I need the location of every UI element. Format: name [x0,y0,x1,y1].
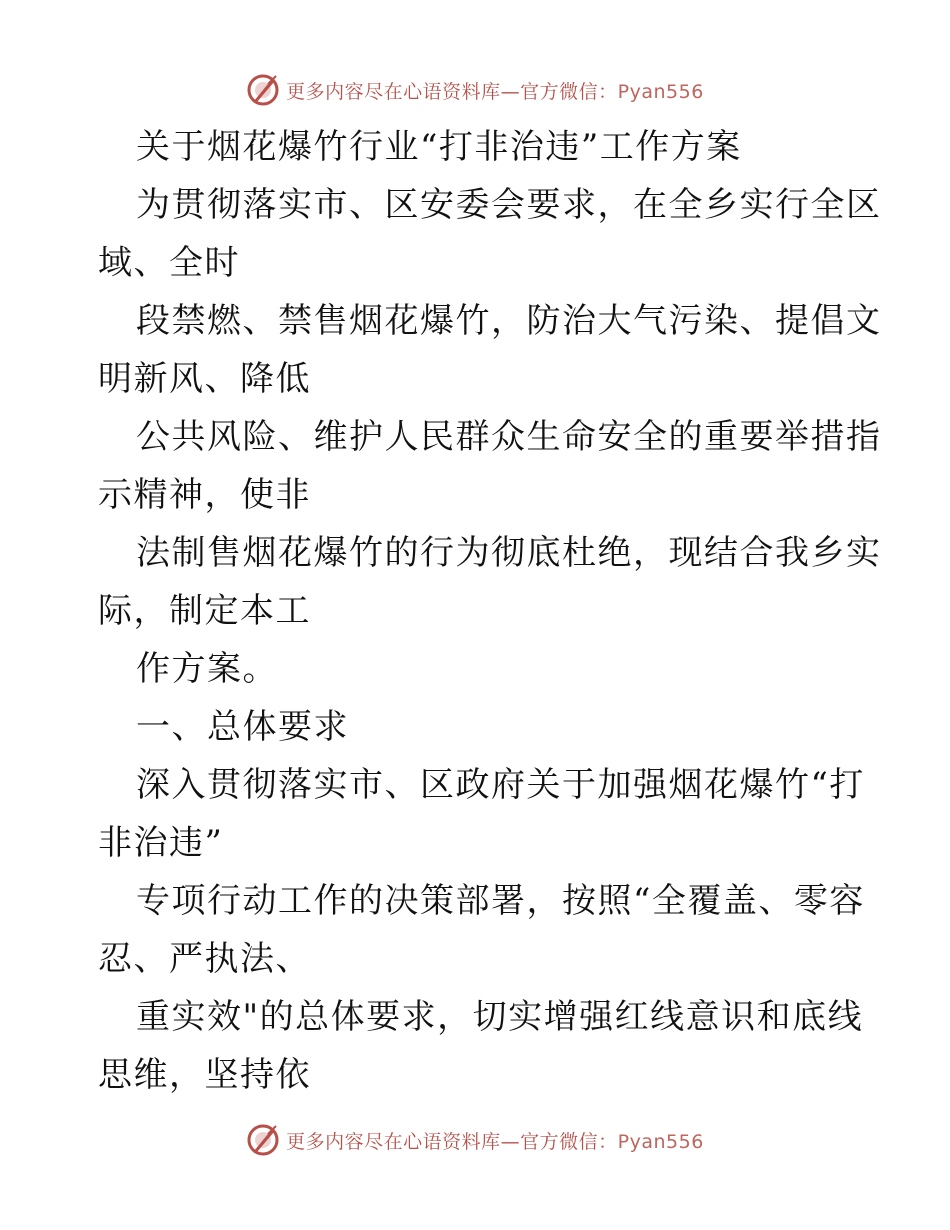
document-title: 关于烟花爆竹行业“打非治违”工作方案 [136,127,742,167]
text-line: 公共风险、维护人民群众生命安全的重要举措指 [136,417,882,457]
quill-pen-logo-icon [246,73,280,107]
text-line: 作方案。 [136,649,278,689]
text-line: 为贯彻落实市、区安委会要求，在全乡实行全区 [136,185,882,225]
text-line: 非治违” [98,823,224,863]
text-line: 段禁燃、禁售烟花爆竹，防治大气污染、提倡文 [136,301,882,341]
text-line: 际，制定本工 [98,591,311,631]
text-line: 忍、严执法、 [98,939,311,979]
quill-pen-logo-icon [246,1123,280,1157]
text-line: 法制售烟花爆竹的行为彻底杜绝，现结合我乡实 [136,533,882,573]
footer-watermark [0,1120,950,1160]
section-heading: 一、总体要求 [136,707,349,747]
text-line: 思维，坚持依 [98,1055,311,1095]
header-watermark [0,70,950,110]
watermark-text: 更多内容尽在心语资料库—官方微信：Pyan556 [286,80,704,103]
text-line: 域、全时 [98,243,240,283]
text-line: 专项行动工作的决策部署，按照“全覆盖、零容 [136,881,865,921]
text-line: 示精神，使非 [98,475,311,515]
watermark-text: 更多内容尽在心语资料库—官方微信：Pyan556 [286,1130,704,1153]
text-line: 深入贯彻落实市、区政府关于加强烟花爆竹“打 [136,765,865,805]
text-line: 明新风、降低 [98,359,311,399]
document-body [98,118,882,1104]
text-line: 重实效"的总体要求，切实增强红线意识和底线 [136,997,864,1037]
